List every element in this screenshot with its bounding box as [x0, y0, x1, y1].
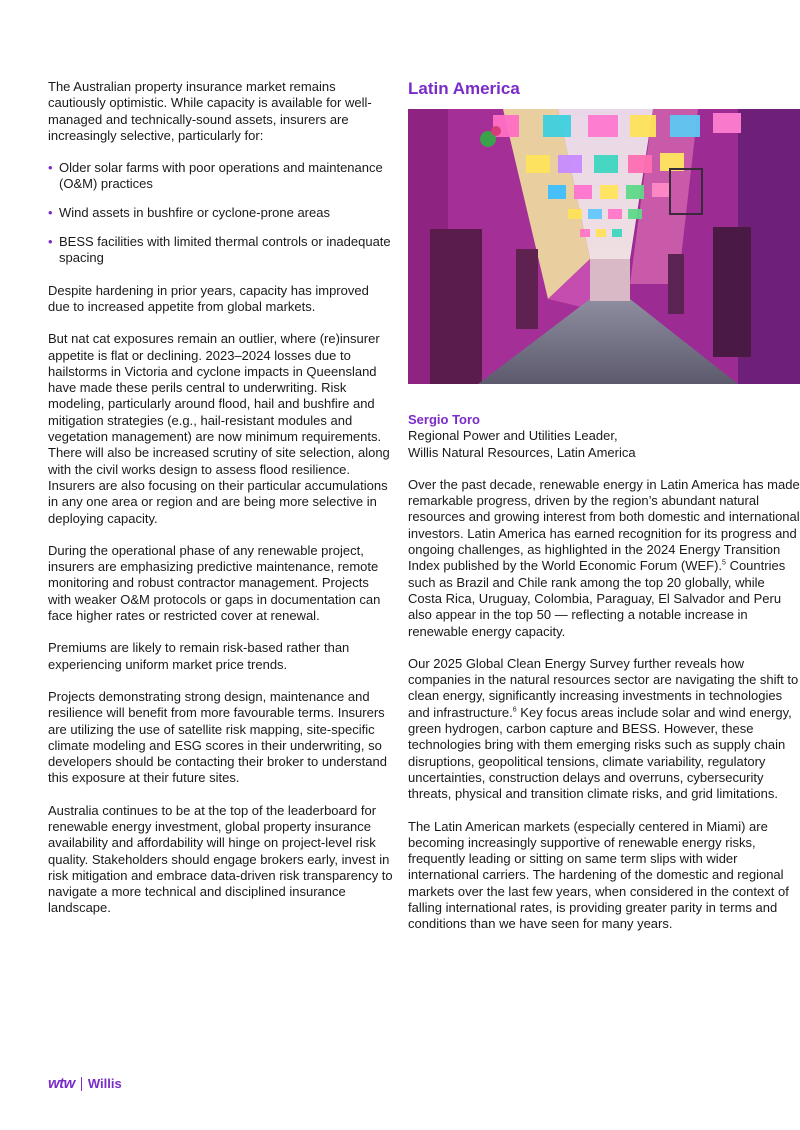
body-paragraph: Over the past decade, renewable energy in Latin America has made remarkable progress, driven by the region’s abundant natural resources and growing interest from both domestic and international investors. Latin America has earned recognition for its progress and ongoing challenges, as highlighted in the 2024 Energy Transition Index published by the World Economic Forum (WEF).$^5$ Countries such as Brazil and Chile rank among the top 20 globally, while Costa Rica, Uruguay, Colombia, Paraguay, El Salvador and Peru also appear in the top 50 — reflecting a notable increase in renewable energy capacity.	[408, 476, 800, 639]
bullet-item: • Older solar farms with poor operations and maintenance (O&M) practices	[48, 160, 383, 192]
body-paragraph: Despite hardening in prior years, capacity has improved due to increased appetite from global markets.	[48, 282, 369, 314]
risk-bullet-list	[48, 160, 393, 266]
footnote-ref: 5	[722, 560, 726, 568]
left-column	[48, 79, 393, 933]
body-paragraph: Our 2025 Global Clean Energy Survey further reveals how companies in the natural resources sector are navigating the shift to clean energy, significantly increasing investments in technologies and infrastructure.$^6$ Key focus areas include solar and wind energy, green hydrogen, carbon capture and BESS. However, these technologies bring with them emerging risks such as supply chain disruptions, geopolitical tensions, climate variability, regulatory uncertainties, construction delays and overruns, cybersecurity threats, physical and transition climate risks, and grid limitations.	[408, 655, 799, 802]
body-paragraph: Projects demonstrating strong design, maintenance and resilience will benefit from more favourable terms. Insurers are utilizing the use of satellite risk mapping, site-specific climate modeling and ESG scores in their underwriting, so developers should be contacting their broker to understand this exposure at their future sites.	[48, 688, 387, 786]
body-paragraph: During the operational phase of any renewable project, insurers are emphasizing predictive maintenance, remote monitoring and robust contractor management. Projects with weaker O&M protocols or gaps in documentation can face higher rates or restricted cover at renewal.	[48, 542, 381, 624]
body-paragraph: But nat cat exposures remain an outlier, where (re)insurer appetite is flat or declining. 2023–2024 losses due to hailstorms in Victoria and cyclone impacts in Queensland have made these perils central to underwriting. Risk modeling, particularly around flood, hail and bushfire and mitigation strategies (e.g., hail-resistant modules and vegetation management) are now minimum requirements. There will also be increased scrutiny of site selection, along with the civil works design to assess flood resilience. Insurers are also focusing on their particular accumulations in any one area or region and are being more selective in deploying capacity.	[48, 331, 390, 526]
body-paragraph: The Latin American markets (especially centered in Miami) are becoming increasingly supportive of renewable energy risks, frequently leading or sitting on same term slips with wider international carriers. The hardening of the domestic and regional markets over the last few years, when considered in the context of falling international rates, is providing greater parity in terms and conditions than we have seen for many years.	[408, 818, 789, 932]
wtw-logo-mark: wtw	[48, 1075, 75, 1092]
right-column	[408, 79, 800, 949]
bullet-item: • BESS facilities with limited thermal controls or inadequate spacing	[48, 234, 391, 266]
street-photo-image	[408, 109, 800, 384]
bullet-dot-icon: •	[48, 234, 53, 250]
body-paragraph: Premiums are likely to remain risk-based rather than experiencing uniform market price trends.	[48, 640, 350, 672]
body-paragraph: Australia continues to be at the top of the leaderboard for renewable energy investment, global property insurance availability and affordability will hinge on project-level risk quality. Stakeholders should engage brokers early, invest in risk mitigation and embrace data-driven risk transparency to navigate a more technical and disciplined insurance landscape.	[48, 802, 393, 916]
bullet-item: • Wind assets in bushfire or cyclone-prone areas	[48, 205, 330, 221]
bullet-dot-icon: •	[48, 205, 53, 221]
footnote-ref: 6	[512, 706, 517, 714]
logo-divider	[81, 1077, 82, 1091]
section-heading: Latin America	[408, 79, 520, 98]
willis-logo-text: Willis	[87, 1076, 122, 1091]
intro-paragraph: The Australian property insurance market remains cautiously optimistic. While capacity is available for well-managed and technically-sound assets, insurers are increasingly selective, particularly for:	[48, 79, 372, 143]
author-role: Regional Power and Utilities Leader, Willis Natural Resources, Latin America	[408, 428, 636, 460]
wtw-willis-logo	[48, 1075, 122, 1092]
author-name: Sergio Toro	[408, 412, 480, 427]
bullet-dot-icon: •	[48, 160, 53, 176]
